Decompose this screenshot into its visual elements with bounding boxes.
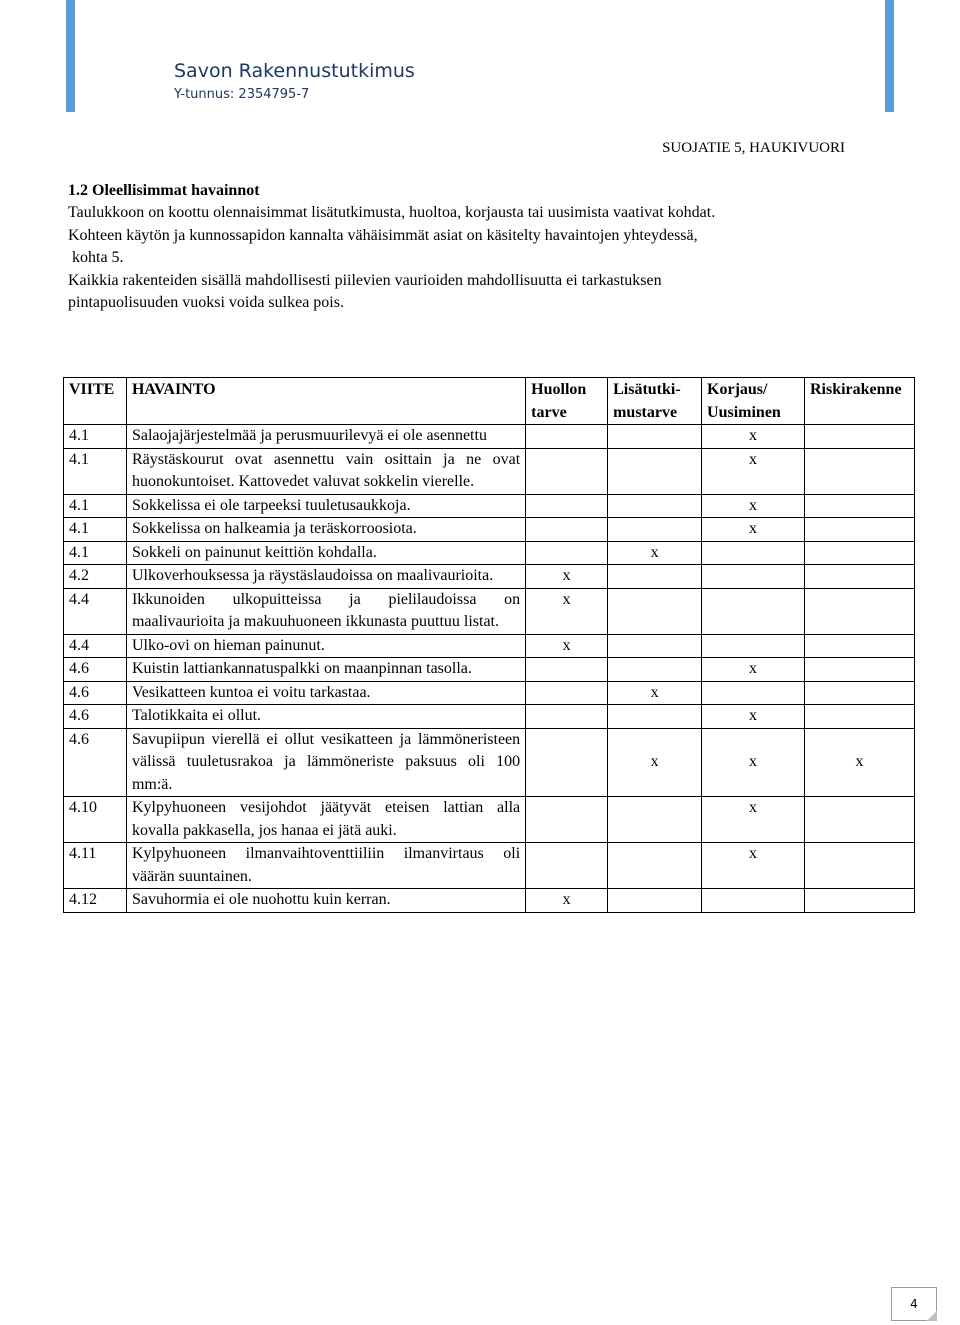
cell-lisatutkimus [608,889,702,913]
cell-huollon [526,518,608,542]
cell-huollon [526,448,608,494]
cell-korjaus: x [702,494,805,518]
section-paragraph-line: pintapuolisuuden vuoksi voida sulkea pois. [68,294,344,311]
cell-ref: 4.1 [64,448,127,494]
cell-ref: 4.6 [64,681,127,705]
cell-lisatutkimus [608,588,702,634]
cell-riski [804,565,914,589]
table-row [64,728,915,797]
cell-lisatutkimus [608,494,702,518]
cell-lisatutkimus: x [608,541,702,565]
header-viite: VIITE [64,378,127,425]
cell-korjaus [702,634,805,658]
cell-lisatutkimus [608,448,702,494]
cell-korjaus: x [702,518,805,542]
header-accent-bar-right [885,0,894,112]
section-paragraph-line: Kaikkia rakenteiden sisällä mahdollisesti piilevien vaurioiden mahdollisuutta ei tarkastuksen [68,271,662,289]
cell-korjaus: x [702,728,805,797]
cell-finding: Savuhormia ei ole nuohottu kuin kerran. [126,889,525,913]
cell-korjaus [702,681,805,705]
cell-ref: 4.11 [64,843,127,889]
cell-lisatutkimus [608,518,702,542]
cell-finding: Sokkelissa on halkeamia ja teräskorroosiota. [126,518,525,542]
cell-riski [804,518,914,542]
cell-riski [804,889,914,913]
header-lisatutkimustarve: Lisätutki-mustarve [608,378,702,425]
cell-lisatutkimus: x [608,681,702,705]
cell-finding: Ikkunoiden ulkopuitteissa ja pielilaudoissa on maalivaurioita ja makuuhuoneen ikkunasta puuttuu listat. [126,588,525,634]
cell-korjaus: x [702,425,805,449]
table-row [64,565,915,589]
table-row [64,518,915,542]
cell-ref: 4.6 [64,658,127,682]
cell-finding: Kylpyhuoneen ilmanvaihtoventtiiliin ilmanvirtaus oli väärän suuntainen. [126,843,525,889]
table-row [64,889,915,913]
cell-riski [804,681,914,705]
table-row [64,425,915,449]
findings-section [68,180,858,315]
findings-table [63,377,915,913]
cell-finding: Räystäskourut ovat asennettu vain osittain ja ne ovat huonokuntoiset. Kattovedet valuvat sokkelin vierelle. [126,448,525,494]
table-row [64,588,915,634]
cell-finding: Vesikatteen kuntoa ei voitu tarkastaa. [126,681,525,705]
cell-finding: Savupiipun vierellä ei ollut vesikatteen ja lämmöneristeen välissä tuuletusrakoa ja lämmöneriste paksuus oli 100 mm:ä. [126,728,525,797]
cell-lisatutkimus [608,797,702,843]
cell-finding: Sokkeli on painunut keittiön kohdalla. [126,541,525,565]
cell-riski: x [804,728,914,797]
section-title: 1.2 Oleellisimmat havainnot [68,182,260,199]
cell-huollon [526,541,608,565]
header-havainto: HAVAINTO [126,378,525,425]
cell-riski [804,843,914,889]
cell-korjaus: x [702,658,805,682]
cell-huollon [526,705,608,729]
cell-ref: 4.1 [64,541,127,565]
cell-korjaus [702,565,805,589]
table-row [64,681,915,705]
cell-ref: 4.2 [64,565,127,589]
cell-huollon: x [526,588,608,634]
section-paragraph-line: Taulukkoon on koottu olennaisimmat lisätutkimusta, huoltoa, korjausta tai uusimista vaativat kohdat. [68,204,716,221]
cell-huollon [526,494,608,518]
table-row [64,541,915,565]
cell-huollon: x [526,634,608,658]
cell-riski [804,658,914,682]
cell-finding: Ulkoverhouksessa ja räystäslaudoissa on maalivaurioita. [126,565,525,589]
cell-huollon [526,797,608,843]
header-huollon-tarve: Huollon tarve [526,378,608,425]
cell-ref: 4.6 [64,728,127,797]
cell-korjaus: x [702,843,805,889]
cell-riski [804,425,914,449]
cell-huollon: x [526,889,608,913]
cell-korjaus [702,889,805,913]
cell-korjaus [702,588,805,634]
company-name: Savon Rakennustutkimus [174,60,415,82]
cell-huollon [526,843,608,889]
cell-finding: Ulko-ovi on hieman painunut. [126,634,525,658]
table-row [64,705,915,729]
cell-huollon: x [526,565,608,589]
cell-huollon [526,425,608,449]
business-id: Y-tunnus: 2354795-7 [174,87,310,102]
header-accent-bar-left [66,0,75,112]
table-row [64,843,915,889]
cell-riski [804,541,914,565]
cell-ref: 4.6 [64,705,127,729]
cell-lisatutkimus [608,843,702,889]
header-korjaus-uusiminen: Korjaus/ Uusiminen [702,378,805,425]
cell-finding: Salaojajärjestelmää ja perusmuurilevyä ei ole asennettu [126,425,525,449]
cell-korjaus: x [702,797,805,843]
cell-riski [804,494,914,518]
cell-ref: 4.1 [64,518,127,542]
cell-riski [804,634,914,658]
company-header [174,58,415,105]
cell-lisatutkimus [608,634,702,658]
cell-riski [804,705,914,729]
cell-riski [804,588,914,634]
table-row [64,494,915,518]
table-header-row [64,378,915,425]
header-riskirakenne: Riskirakenne [804,378,914,425]
cell-ref: 4.4 [64,634,127,658]
cell-lisatutkimus [608,658,702,682]
cell-riski [804,448,914,494]
cell-korjaus: x [702,705,805,729]
cell-finding: Talotikkaita ei ollut. [126,705,525,729]
cell-finding: Kuistin lattiankannatuspalkki on maanpinnan tasolla. [126,658,525,682]
property-address: SUOJATIE 5, HAUKIVUORI [662,140,845,156]
cell-finding: Sokkelissa ei ole tarpeeksi tuuletusaukkoja. [126,494,525,518]
cell-finding: Kylpyhuoneen vesijohdot jäätyvät eteisen lattian alla kovalla pakkasella, jos hanaa ei jätä auki. [126,797,525,843]
table-row [64,448,915,494]
page-number-box [891,1287,937,1321]
cell-huollon [526,658,608,682]
cell-lisatutkimus: x [608,728,702,797]
cell-ref: 4.1 [64,494,127,518]
cell-ref: 4.1 [64,425,127,449]
cell-ref: 4.12 [64,889,127,913]
table-row [64,634,915,658]
cell-korjaus: x [702,448,805,494]
cell-huollon [526,681,608,705]
cell-huollon [526,728,608,797]
page-number: 4 [910,1297,918,1311]
cell-lisatutkimus [608,425,702,449]
table-row [64,797,915,843]
cell-lisatutkimus [608,705,702,729]
section-paragraph-line: kohta 5. [72,249,124,266]
cell-riski [804,797,914,843]
cell-korjaus [702,541,805,565]
cell-ref: 4.4 [64,588,127,634]
cell-lisatutkimus [608,565,702,589]
cell-ref: 4.10 [64,797,127,843]
section-paragraph-line: Kohteen käytön ja kunnossapidon kannalta vähäisimmät asiat on käsitelty havaintojen yhteydessä, [68,226,698,244]
table-row [64,658,915,682]
